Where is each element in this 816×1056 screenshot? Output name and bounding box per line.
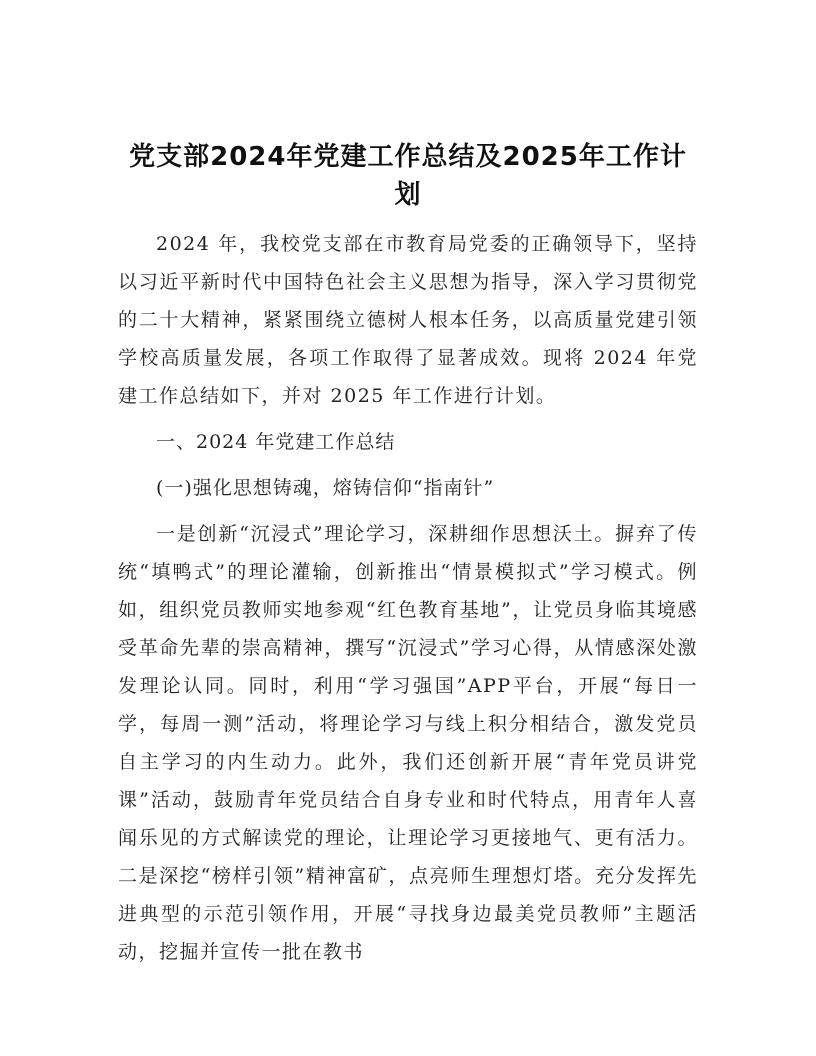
document-body — [118, 225, 698, 979]
section-heading: 一、2024 年党建工作总结 — [156, 431, 396, 453]
subsection-heading: (一)强化思想铸魂，熔铸信仰“指南针” — [156, 477, 495, 499]
body-paragraph: 一是创新“沉浸式”理论学习，深耕细作思想沃土。摒弃了传统“填鸭式”的理论灌输，创新推出“情景模拟式”学习模式。例如，组织党员教师实地参观“红色教育基地”，让党员身临其境感受革命先辈的崇高精神，撰写“沉浸式”学习心得，从情感深处激发理论认同。同时，利用“学习强国”APP平台，开展“每日一学，每周一测”活动，将理论学习与线上积分相结合，激发党员自主学习的内生动力。此外，我们还创新开展“青年党员讲党课”活动，鼓励青年党员结合自身专业和时代特点，用青年人喜闻乐见的方式解读党的理论，让理论学习更接地气、更有活力。二是深挖“榜样引领”精神富矿，点亮师生理想灯塔。充分发挥先进典型的示范引领作用，开展“寻找身边最美党员教师”主题活动，挖掘并宣传一批在教书 — [118, 523, 698, 963]
intro-paragraph: 2024 年，我校党支部在市教育局党委的正确领导下，坚持以习近平新时代中国特色社会主义思想为指导，深入学习贯彻党的二十大精神，紧紧围绕立德树人根本任务，以高质量党建引领学校高质量发展，各项工作取得了显著成效。现将 2024 年党建工作总结如下，并对 2025 年工作进行计划。 — [118, 233, 698, 407]
document-title: 党支部2024年党建工作总结及2025年工作计划 — [129, 142, 687, 210]
